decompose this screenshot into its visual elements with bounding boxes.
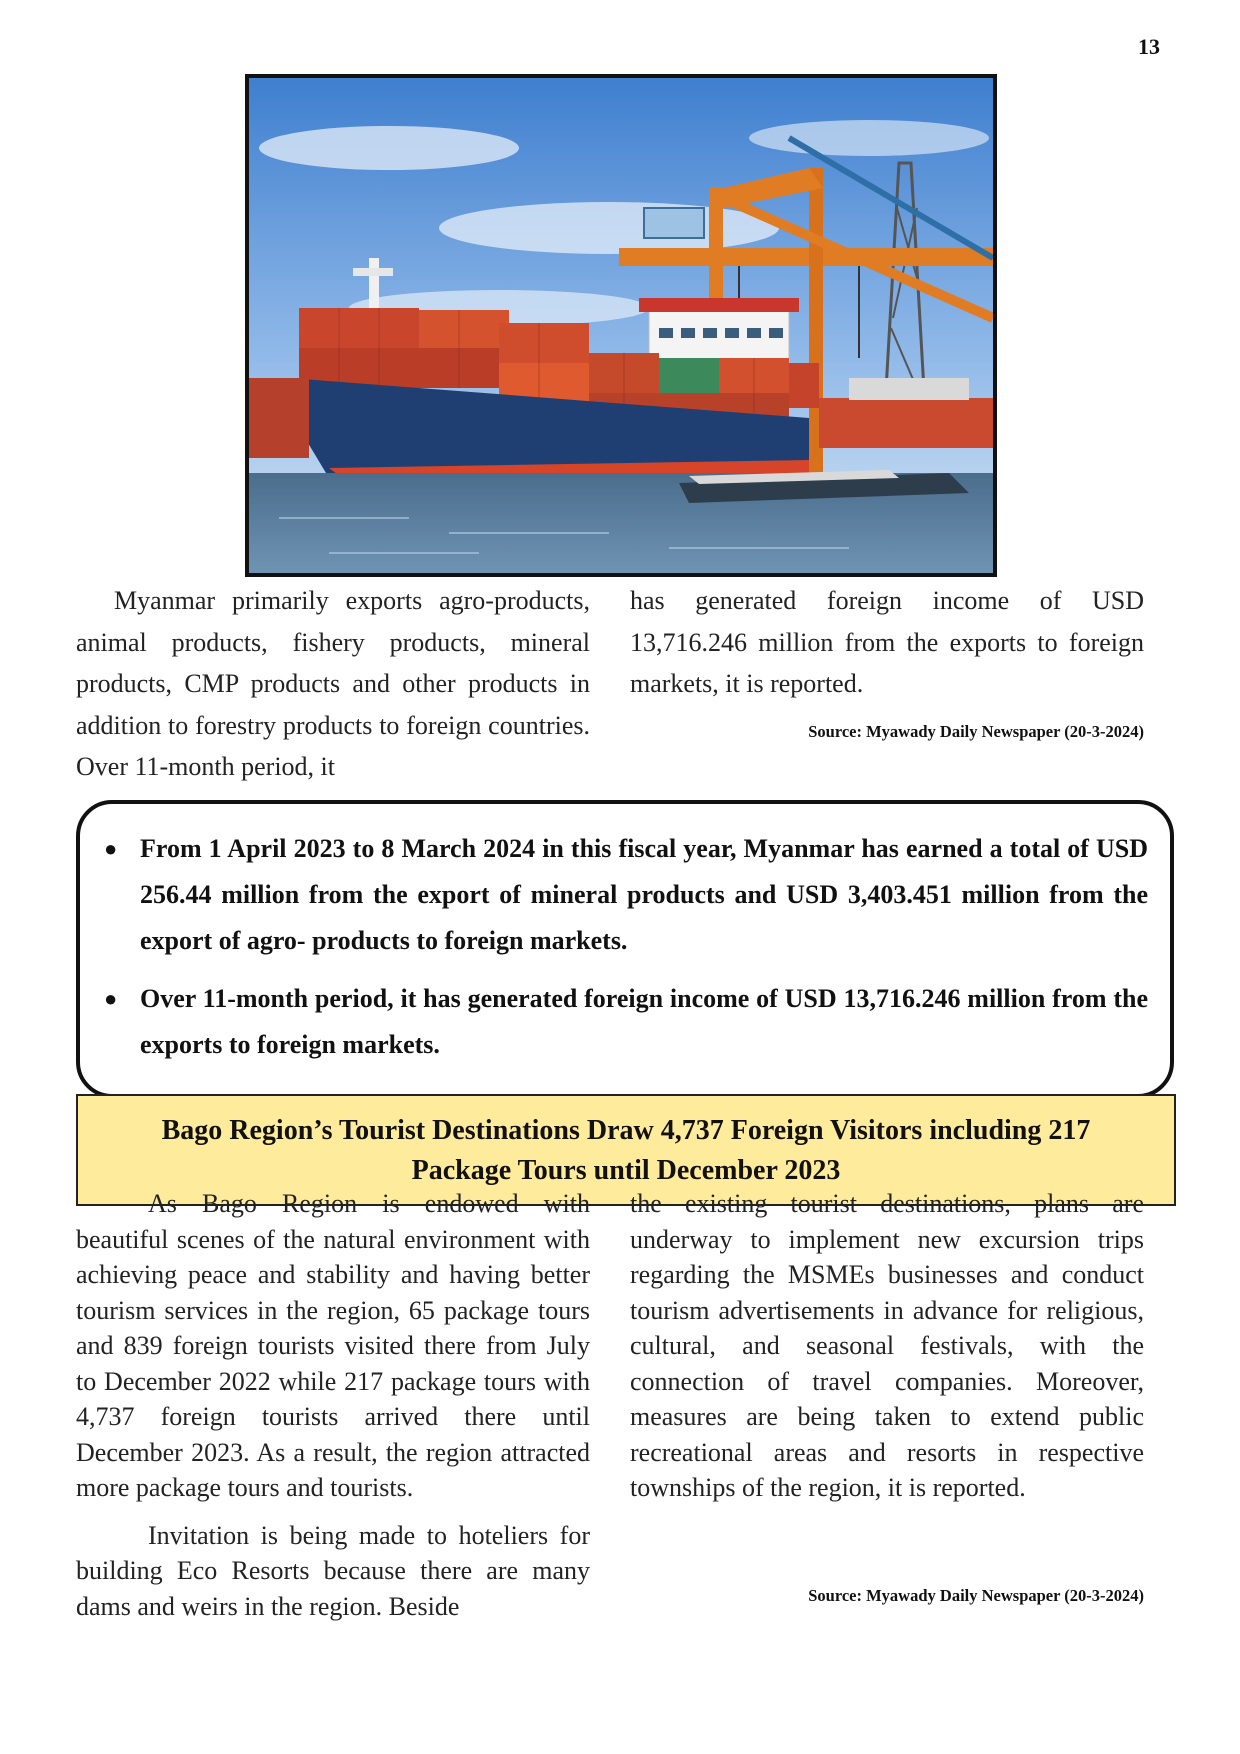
headline-line-1: Bago Region’s Tourist Destinations Draw 4,737 Foreign Visitors including 217 (161, 1115, 1091, 1146)
headline-line-2: Package Tours until December 2023 (411, 1155, 841, 1186)
key-facts-list (80, 804, 1170, 1068)
cargo-ship-photo (245, 74, 997, 577)
article2-paragraph-2: Invitation is being made to hoteliers for building Eco Resorts because there are many dams and weirs in the region. Beside (76, 1520, 590, 1621)
article1-column-left (76, 580, 590, 788)
article1-paragraph-left: Myanmar primarily exports agro-products, animal products, fishery products, mineral products, CMP products and other products in addition to forestry products to foreign countries. Over 11-month period, it (76, 586, 590, 781)
key-facts-box (76, 800, 1174, 1098)
key-fact-item (104, 826, 1148, 964)
key-fact-text: Over 11-month period, it has generated foreign income of USD 13,716.246 million from the exports to foreign markets. (140, 984, 1148, 1059)
article2-source: Source: Myawady Daily Newspaper (20-3-2024) (808, 1586, 1144, 1605)
cargo-ship-illustration (249, 78, 993, 573)
bullet-icon: ● (104, 986, 118, 1011)
article1-column-right (630, 580, 1144, 705)
article2-paragraph-1: As Bago Region is endowed with beautiful scenes of the natural environment with achieving peace and stability and having better tourism services in the region, 65 package tours and 839 foreign tourists visited there from July to December 2022 while 217 package tours with 4,737 foreign tourists arrived there until December 2023. As a result, the region attracted more package tours and tourists. (76, 1189, 590, 1502)
key-fact-item (104, 976, 1148, 1068)
article2-column-left (76, 1186, 590, 1624)
bullet-icon: ● (104, 836, 118, 861)
article2-column-right (630, 1186, 1144, 1506)
article2-paragraph-3: the existing tourist destinations, plans are underway to implement new excursion trips regarding the MSMEs businesses and conduct tourism advertisements in advance for religious, cultural, and seasonal festivals, with the connection of travel companies. Moreover, measures are being taken to extend public recreational areas and resorts in respective townships of the region, it is reported. (630, 1189, 1144, 1502)
key-fact-text: From 1 April 2023 to 8 March 2024 in this fiscal year, Myanmar has earned a total of USD 256.44 million from the export of mineral products and USD 3,403.451 million from the export of agro- products to foreign markets. (140, 834, 1148, 955)
article1-paragraph-right: has generated foreign income of USD 13,716.246 million from the exports to foreign markets, it is reported. (630, 586, 1144, 698)
page-number: 13 (1138, 34, 1160, 59)
article1-source: Source: Myawady Daily Newspaper (20-3-2024) (808, 722, 1144, 741)
